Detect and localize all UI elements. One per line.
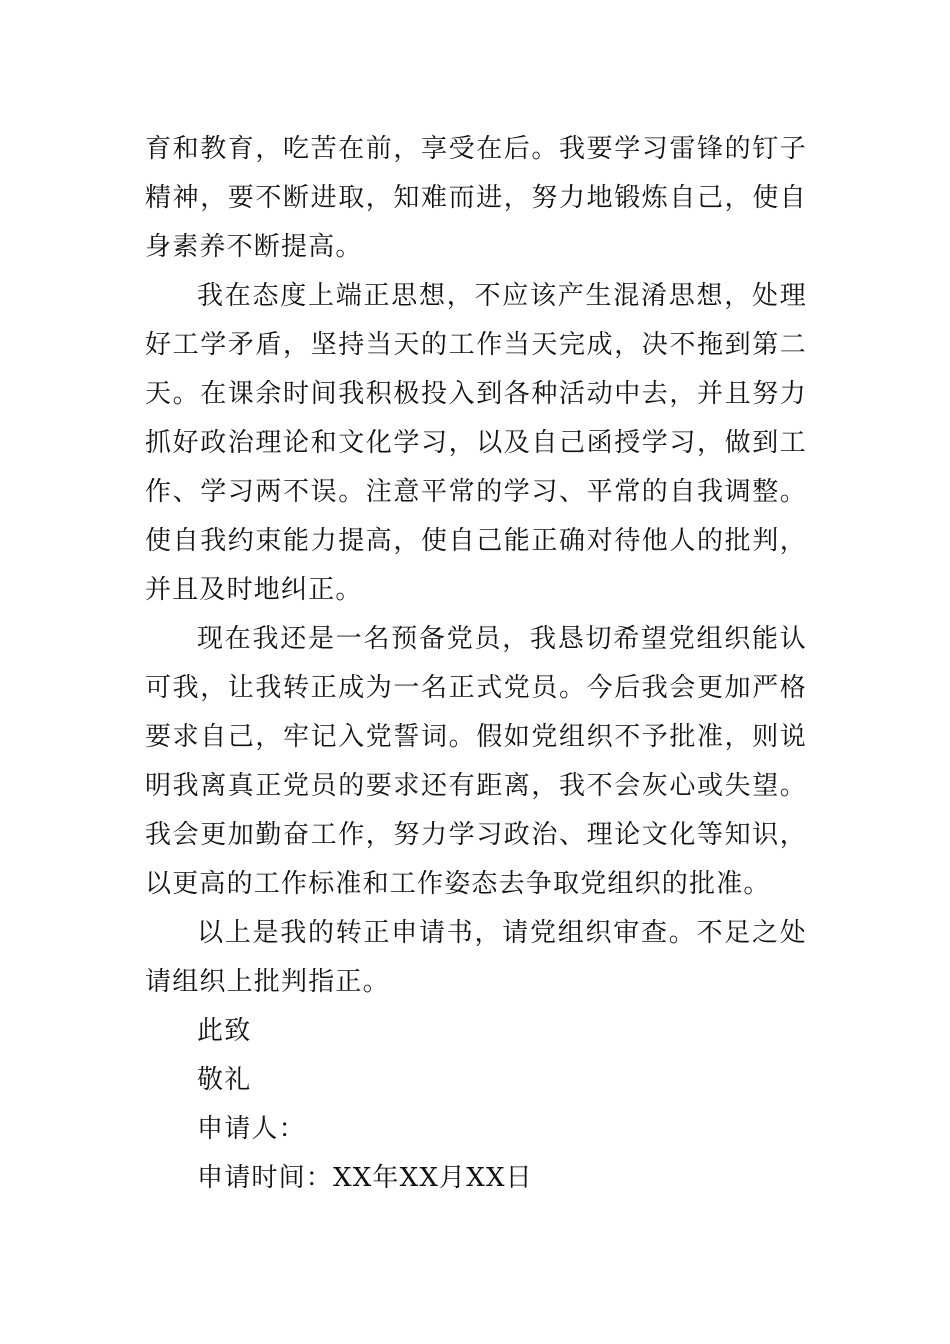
paragraph-attitude: 我在态度上端正思想，不应该产生混淆思想，处理好工学矛盾，坚持当天的工作当天完成，决不拖到第二天。在课余时间我积极投入到各种活动中去，并且努力抓好政治理论和文化学习，以及自己函授学习，做到工作、学习两不误。注意平常的学习、平常的自我调整。使自我约束能力提高，使自己能正确对待他人的批判，并且及时地纠正。 <box>145 281 807 605</box>
closing-respect: 敬礼 <box>197 1065 252 1095</box>
continued-paragraph: 育和教育，吃苦在前，享受在后。我要学习雷锋的钉子精神，要不断进取，知难而进，努力地锻炼自己，使自身素养不断提高。 <box>145 134 807 262</box>
paragraph-application: 现在我还是一名预备党员，我恳切希望党组织能认可我，让我转正成为一名正式党员。今后我会更加严格要求自己，牢记入党誓词。假如党组织不予批准，则说明我离真正党员的要求还有距离，我不会灰心或失望。我会更加勤奋工作，努力学习政治、理论文化等知识，以更高的工作标准和工作姿态去争取党组织的批准。 <box>145 624 807 899</box>
document-body <box>145 125 807 1203</box>
applicant-label: 申请人： <box>197 1114 306 1144</box>
closing-salutation: 此致 <box>197 1016 252 1046</box>
paragraph-conclusion: 以上是我的转正申请书，请党组织审查。不足之处请组织上批判指正。 <box>145 918 807 997</box>
application-date: 申请时间：XX年XX月XX日 <box>197 1163 533 1193</box>
